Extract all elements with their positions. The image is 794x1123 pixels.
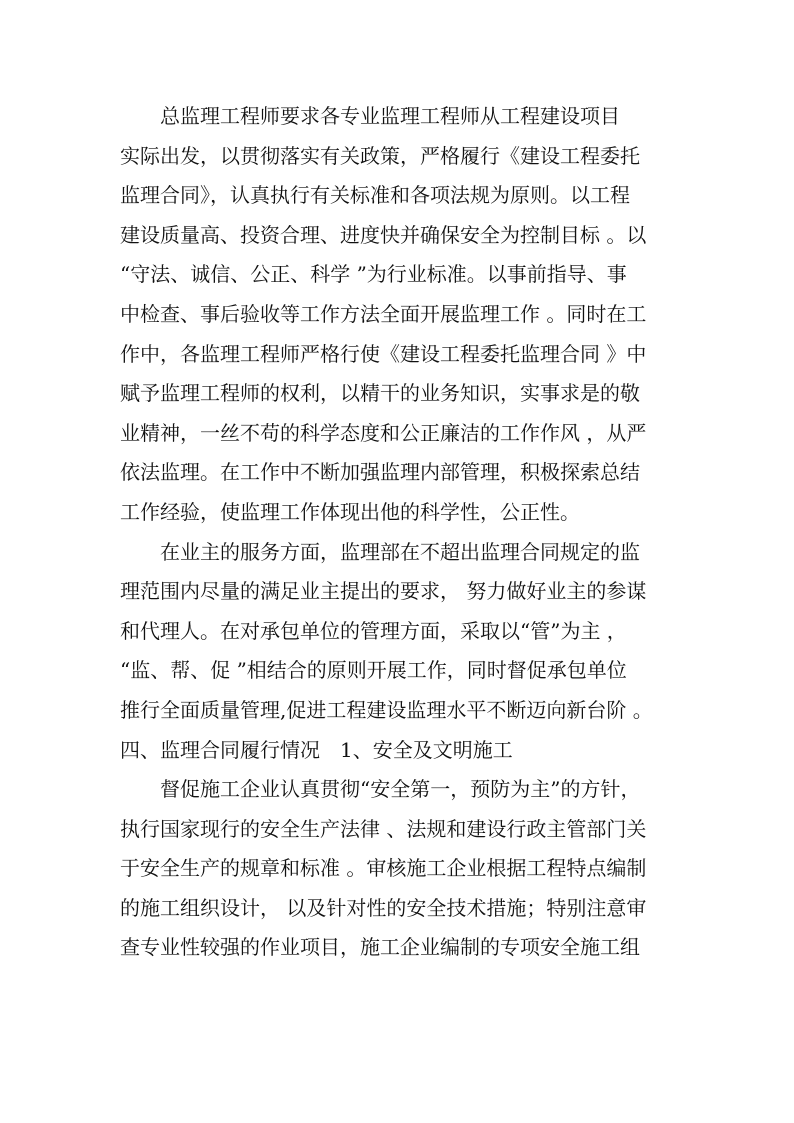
text-line: 作中，各监理工程师严格行使《建设工程委托监理合同 》中 xyxy=(120,341,647,366)
text-line: “监、帮、促 ”相结合的原则开展工作，同时督促承包单位 xyxy=(120,658,627,683)
text-line: 赋予监理工程师的权利，以精干的业务知识，实事求是的敬 xyxy=(120,381,640,406)
text-line: 在业主的服务方面，监理部在不超出监理合同规定的监 xyxy=(160,539,640,564)
text-line: 实际出发，以贯彻落实有关政策，严格履行《建设工程委托 xyxy=(120,143,640,168)
section-heading: 四、监理合同履行情况 1、安全及文明施工 xyxy=(120,737,513,762)
text-line: 建设质量高、投资合理、进度快并确保安全为控制目标 。以 xyxy=(120,222,647,247)
text-line: 理范围内尽量的满足业主提出的要求， 努力做好业主的参谋 xyxy=(120,579,647,604)
text-line: 中检查、事后验收等工作方法全面开展监理工作 。同时在工 xyxy=(120,301,647,326)
text-line: 推行全面质量管理,促进工程建设监理水平不断迈向新台阶 。 xyxy=(120,697,653,722)
text-line: 工作经验，使监理工作体现出他的科学性，公正性。 xyxy=(120,499,580,524)
body-text xyxy=(120,97,680,968)
text-line: “守法、诚信、公正、科学 ”为行业标准。以事前指导、事 xyxy=(120,262,627,287)
text-line: 查专业性较强的作业项目，施工企业编制的专项安全施工组 xyxy=(120,935,640,960)
text-line: 的施工组织设计， 以及针对性的安全技术措施；特别注意审 xyxy=(120,895,647,920)
text-line: 于安全生产的规章和标准 。审核施工企业根据工程特点编制 xyxy=(120,856,647,881)
text-line: 总监理工程师要求各专业监理工程师从工程建设项目 xyxy=(160,104,620,128)
text-line: 督促施工企业认真贯彻“安全第一，预防为主”的方针， xyxy=(160,777,641,802)
text-line: 执行国家现行的安全生产法律 、法规和建设行政主管部门关 xyxy=(120,816,647,841)
text-line: 业精神，一丝不苟的科学态度和公正廉洁的工作作风 ，从严 xyxy=(120,420,647,445)
text-line: 和代理人。在对承包单位的管理方面，采取以“管”为主 ， xyxy=(120,618,627,643)
text-line: 监理合同》，认真执行有关标准和各项法规为原则。以工程 xyxy=(120,183,630,208)
text-line: 依法监理。在工作中不断加强监理内部管理，积极探索总结 xyxy=(120,460,640,485)
